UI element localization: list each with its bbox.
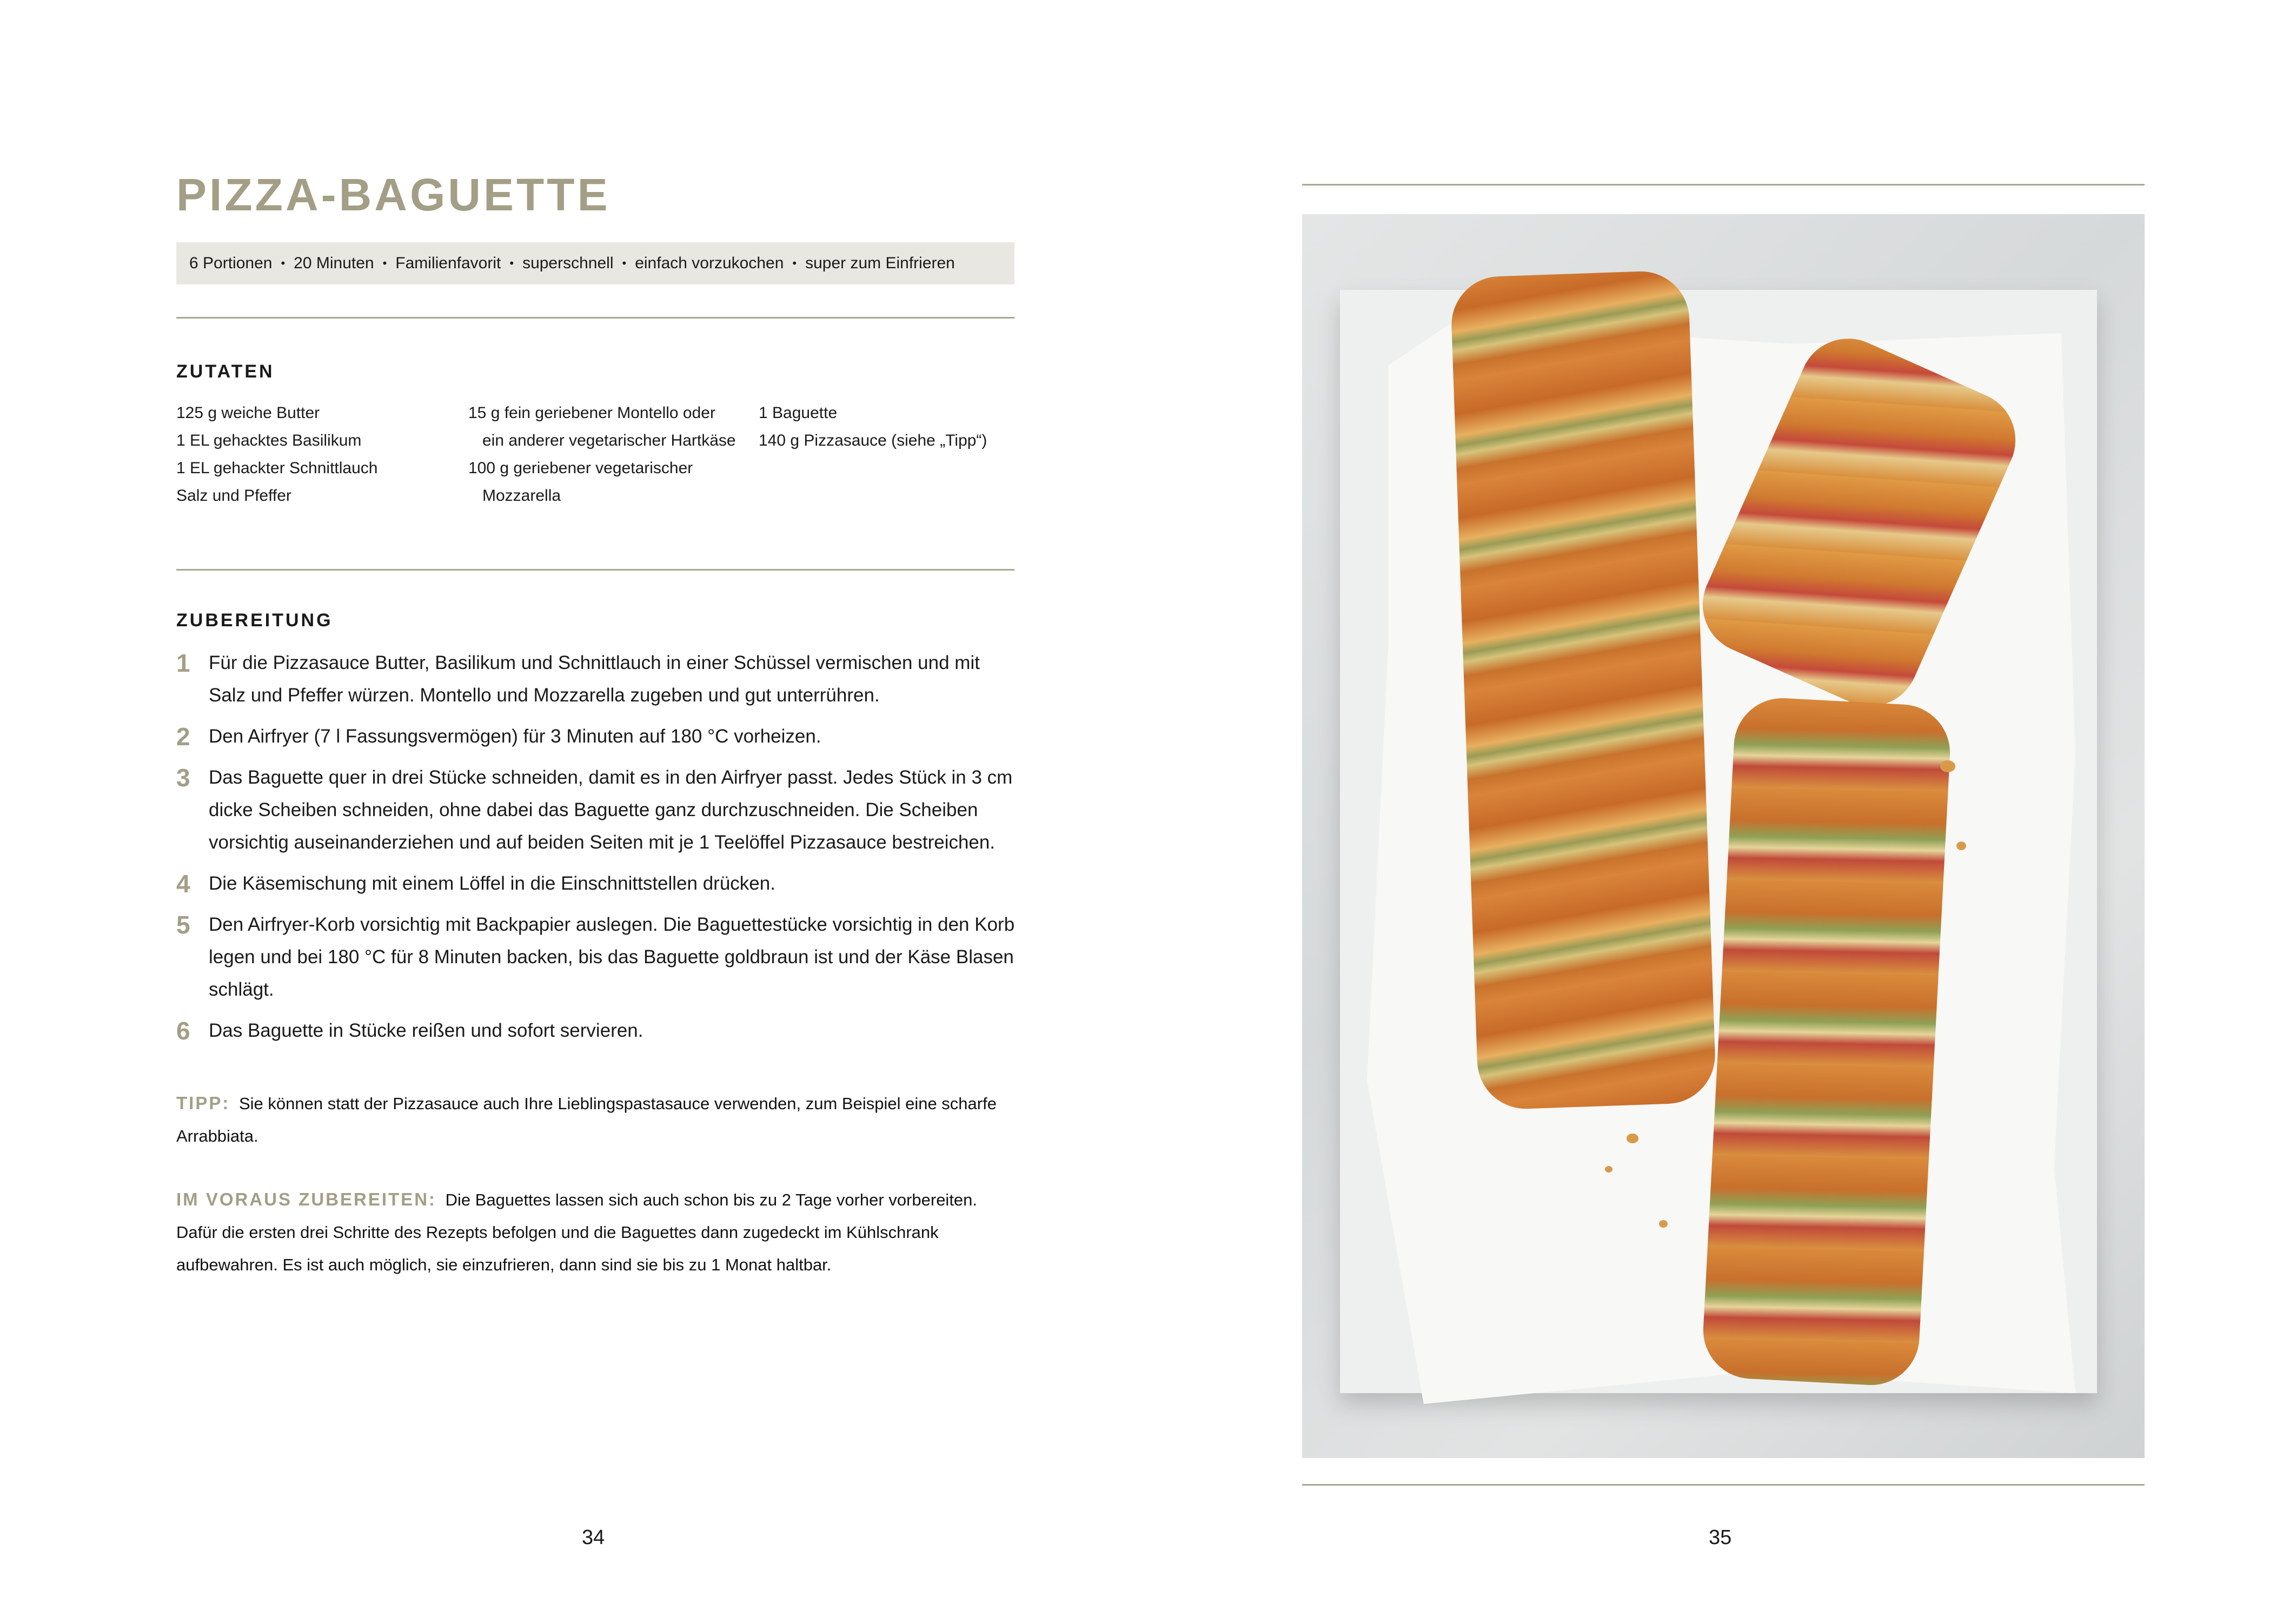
step-text: Die Käsemischung mit einem Löffel in die Einschnittstellen drücken. [209,873,775,894]
ingredients-column-1 [176,399,457,509]
step-number: 2 [176,723,190,751]
step-number: 6 [176,1017,190,1045]
step [176,867,1020,900]
step-text: Das Baguette in Stücke reißen und sofort servieren. [209,1020,643,1041]
divider [1302,184,2145,186]
step [176,909,1020,1006]
ingredient: Salz und Pfeffer [176,487,291,505]
ingredient: 140 g Pizzasauce (siehe „Tipp“) [759,432,987,449]
method-steps [176,647,1020,1056]
method-heading: ZUBEREITUNG [176,610,333,631]
make-ahead-note [176,1183,1020,1281]
baguette-long [1450,270,1716,1110]
tag: superschnell [522,254,614,272]
ingredient: 15 g fein geriebener Montello oder ein anderer vegetarischer Hartkäse [468,404,736,449]
ingredient: 1 EL gehacktes Basilikum [176,432,362,449]
step-number: 1 [176,649,190,677]
tip-text: Sie können statt der Pizzasauce auch Ihre Lieblingspastasauce verwenden, zum Beispiel eine scharfe Arrabbiata. [176,1094,997,1145]
tag-separator: • [622,256,627,270]
page-number-left: 34 [582,1526,605,1549]
step [176,761,1020,859]
tag-separator: • [509,256,514,270]
make-ahead-text: Die Baguettes lassen sich auch schon bis zu 2 Tage vorher vorbereiten. Dafür die ersten drei Schritte des Rezepts befolgen und die Baguettes dann zugedeckt im Kühlschrank aufbewahren. Es ist auch möglich, sie einzufrieren, dann sind sie bis zu 1 Monat haltbar. [176,1190,978,1274]
crumb [1605,1166,1612,1172]
tag-separator: • [281,256,286,270]
ingredient: 1 EL gehackter Schnittlauch [176,459,378,477]
step [176,1015,1020,1047]
tag: super zum Einfrieren [805,254,955,272]
step-text: Für die Pizzasauce Butter, Basilikum und Schnittlauch in einer Schüssel vermischen und mit Salz und Pfeffer würzen. Montello und Mozzarella zugeben und gut unterrühren. [209,652,980,706]
ingredients-column-2 [468,399,739,509]
divider [176,569,1014,571]
ingredients-column-3 [759,399,1018,454]
tag: einfach vorzukochen [635,254,784,272]
tag-separator: • [792,256,797,270]
tip-note [176,1087,1020,1152]
recipe-photo [1302,214,2145,1458]
crumb [1940,760,1955,772]
ingredient: 125 g weiche Butter [176,404,320,422]
step-text: Den Airfryer (7 l Fassungsvermögen) für 3 Minuten auf 180 °C vorheizen. [209,726,821,747]
ingredient: 1 Baguette [759,404,838,422]
tip-label: TIPP: [176,1093,230,1113]
step [176,647,1020,712]
ingredient: 100 g geriebener vegetarischer Mozzarella [468,459,693,505]
page-number-right: 35 [1709,1526,1732,1549]
recipe-tags [176,242,1014,284]
step-text: Das Baguette quer in drei Stücke schneiden, damit es in den Airfryer passt. Jedes Stück in 3 cm dicke Scheiben schneiden, ohne dabei das Baguette ganz durchzuschneiden. Die Scheiben vorsichtig auseinanderziehen und auf beiden Seiten mit je 1 Teelöffel Pizzasauce bestreichen. [209,767,1013,853]
baguette-piece-bottom [1701,695,1952,1387]
step-number: 5 [176,911,190,939]
crumb [1956,842,1966,850]
step-number: 3 [176,764,190,792]
step [176,720,1020,753]
make-ahead-label: IM VORAUS ZUBEREITEN: [176,1189,437,1209]
step-text: Den Airfryer-Korb vorsichtig mit Backpapier auslegen. Die Baguettestücke vorsichtig in den Korb legen und bei 180 °C für 8 Minuten backen, bis das Baguette goldbraun ist und der Käse Blasen schlägt. [209,914,1015,1000]
divider [176,317,1014,319]
step-number: 4 [176,870,190,898]
tag: 6 Portionen [189,254,273,272]
divider [1302,1484,2145,1486]
crumb [1659,1220,1668,1228]
crumb [1627,1134,1638,1143]
tag: 20 Minuten [294,254,374,272]
recipe-title: PIZZA-BAGUETTE [176,169,611,220]
tag-separator: • [382,256,387,270]
tag: Familienfavorit [395,254,501,272]
ingredients-heading: ZUTATEN [176,361,275,382]
